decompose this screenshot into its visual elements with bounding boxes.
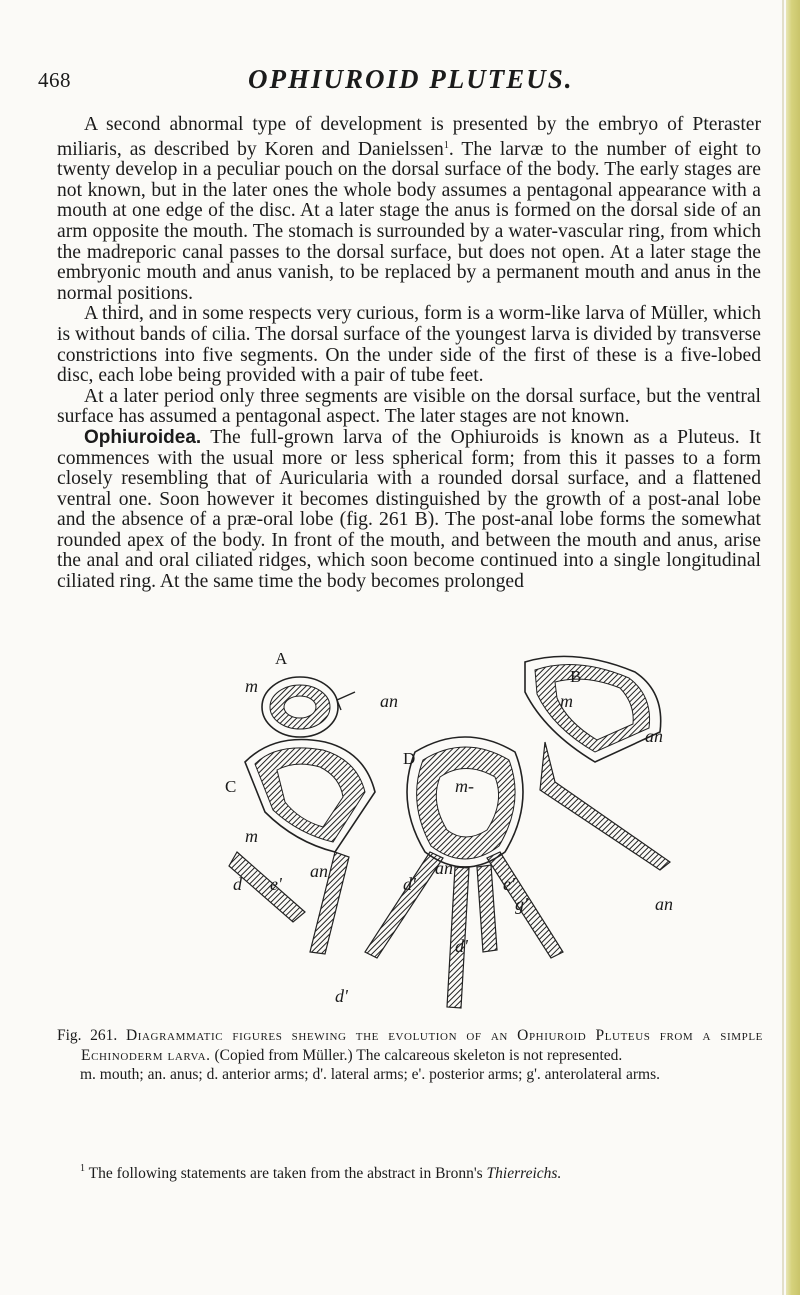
label-an-b2: an <box>655 894 673 914</box>
label-e-d: e' <box>503 874 515 894</box>
panel-b-larva <box>525 656 670 870</box>
running-title: OPHIUROID PLUTEUS. <box>248 64 574 94</box>
label-an-b: an <box>645 726 663 746</box>
paragraph-3: At a later period only three segments are visible on the dorsal surface, but the ventral surface has assumed a pentagonal aspect. The later stages are not known. <box>57 385 761 428</box>
footnote-text: The following statements are taken from the abstract in Bronn's <box>88 1165 487 1182</box>
paragraph-4-text: The full-grown larva of the Ophiuroids is known as a Pluteus. It commences with the usual more or less spherical form; from this it passes to a form closely resembling that of Auricularia with a rounded dorsal surface, and a flattened ventral one. Soon however it becomes distinguished by the growth of a post-anal lobe and the absence of a præ-oral lobe (fig. 261 B). The post-anal lobe forms the somewhat rounded apex of the body. In front of the mouth, and between the mouth and anus, arise the anal and oral ciliated ridges, which soon become continued into a single longitudinal ciliated ring. At the same time the body becomes prolonged <box>57 426 761 593</box>
figure-label-b: B <box>570 667 582 686</box>
label-e-c: e' <box>270 874 282 894</box>
figure-caption <box>57 1026 763 1085</box>
panel-c-larva <box>229 740 375 955</box>
body-text <box>57 115 761 593</box>
label-an-d: an <box>435 858 453 878</box>
caption-title-rest: (Copied from Müller.) The calcareous skeleton is not represented. <box>210 1046 623 1064</box>
caption-title-smallcaps: Diagrammatic figures shewing the evolution of an Ophiuroid Pluteus from a simple Echinoderm larva. <box>81 1027 764 1064</box>
footnote <box>80 1159 760 1183</box>
caption-fig-number: Fig. 261. <box>57 1027 118 1044</box>
section-heading: Ophiuroidea. <box>84 426 202 448</box>
label-m-a: m <box>245 676 258 696</box>
label-an-a: an <box>380 691 398 711</box>
paragraph-4 <box>57 428 761 593</box>
figure-diagram <box>215 652 685 1017</box>
page-number: 468 <box>38 68 71 92</box>
label-d-c: d <box>233 874 242 894</box>
figure-label-c: C <box>225 777 237 796</box>
label-d-d: d' <box>403 874 416 894</box>
label-m-d: m- <box>455 776 474 796</box>
label-d-prime-d: d' <box>455 936 468 956</box>
label-g-d: g' <box>515 894 528 914</box>
page-edge-strip <box>786 0 800 1295</box>
paragraph-1 <box>57 115 761 304</box>
label-m-c: m <box>245 826 258 846</box>
paragraph-1-text: A second abnormal type of development is presented by the embryo of Pteraster miliaris, as described by Koren and Danielssen <box>57 114 761 160</box>
caption-title <box>57 1026 763 1065</box>
page-edge-line <box>782 0 784 1295</box>
panel-a-larva <box>262 677 355 737</box>
paragraph-2: A third, and in some respects very curious, form is a worm-like larva of Müller, which is without bands of cilia. The dorsal surface of the youngest larva is divided by transverse constrictions into five segments. On the under side of the first of these is a five-lobed disc, each lobe being provided with a pair of tube feet. <box>57 303 761 387</box>
footnote-ref: 1 <box>443 139 449 151</box>
footnote-mark: 1 <box>80 1163 85 1174</box>
paragraph-1-rest: . The larvæ to the number of eight to twenty develop in a peculiar pouch on the dorsal surface of the body. The early stages are not known, but in the later ones the whole body assumes a pentagonal appearance with a mouth at one edge of the disc. At a later stage the anus is formed on the dorsal side of an arm opposite the mouth. The stomach is surrounded by a water-vascular ring, from which the madreporic canal passes to the dorsal surface, but does not open. At a later stage the embryonic mouth and anus vanish, to be replaced by a permanent mouth and anus in the normal positions. <box>57 138 761 304</box>
label-m-b: m <box>560 691 573 711</box>
footnote-italic: Thierreichs. <box>486 1165 562 1182</box>
figure-label-d: D <box>403 749 416 768</box>
label-d-prime-c: d' <box>335 986 348 1006</box>
figure-label-a: A <box>275 652 288 668</box>
caption-legend: m. mouth; an. anus; d. anterior arms; d'. lateral arms; e'. posterior arms; g'. anterolateral arms. <box>80 1066 660 1083</box>
label-an-c: an <box>310 861 328 881</box>
figure-261 <box>215 652 685 1017</box>
